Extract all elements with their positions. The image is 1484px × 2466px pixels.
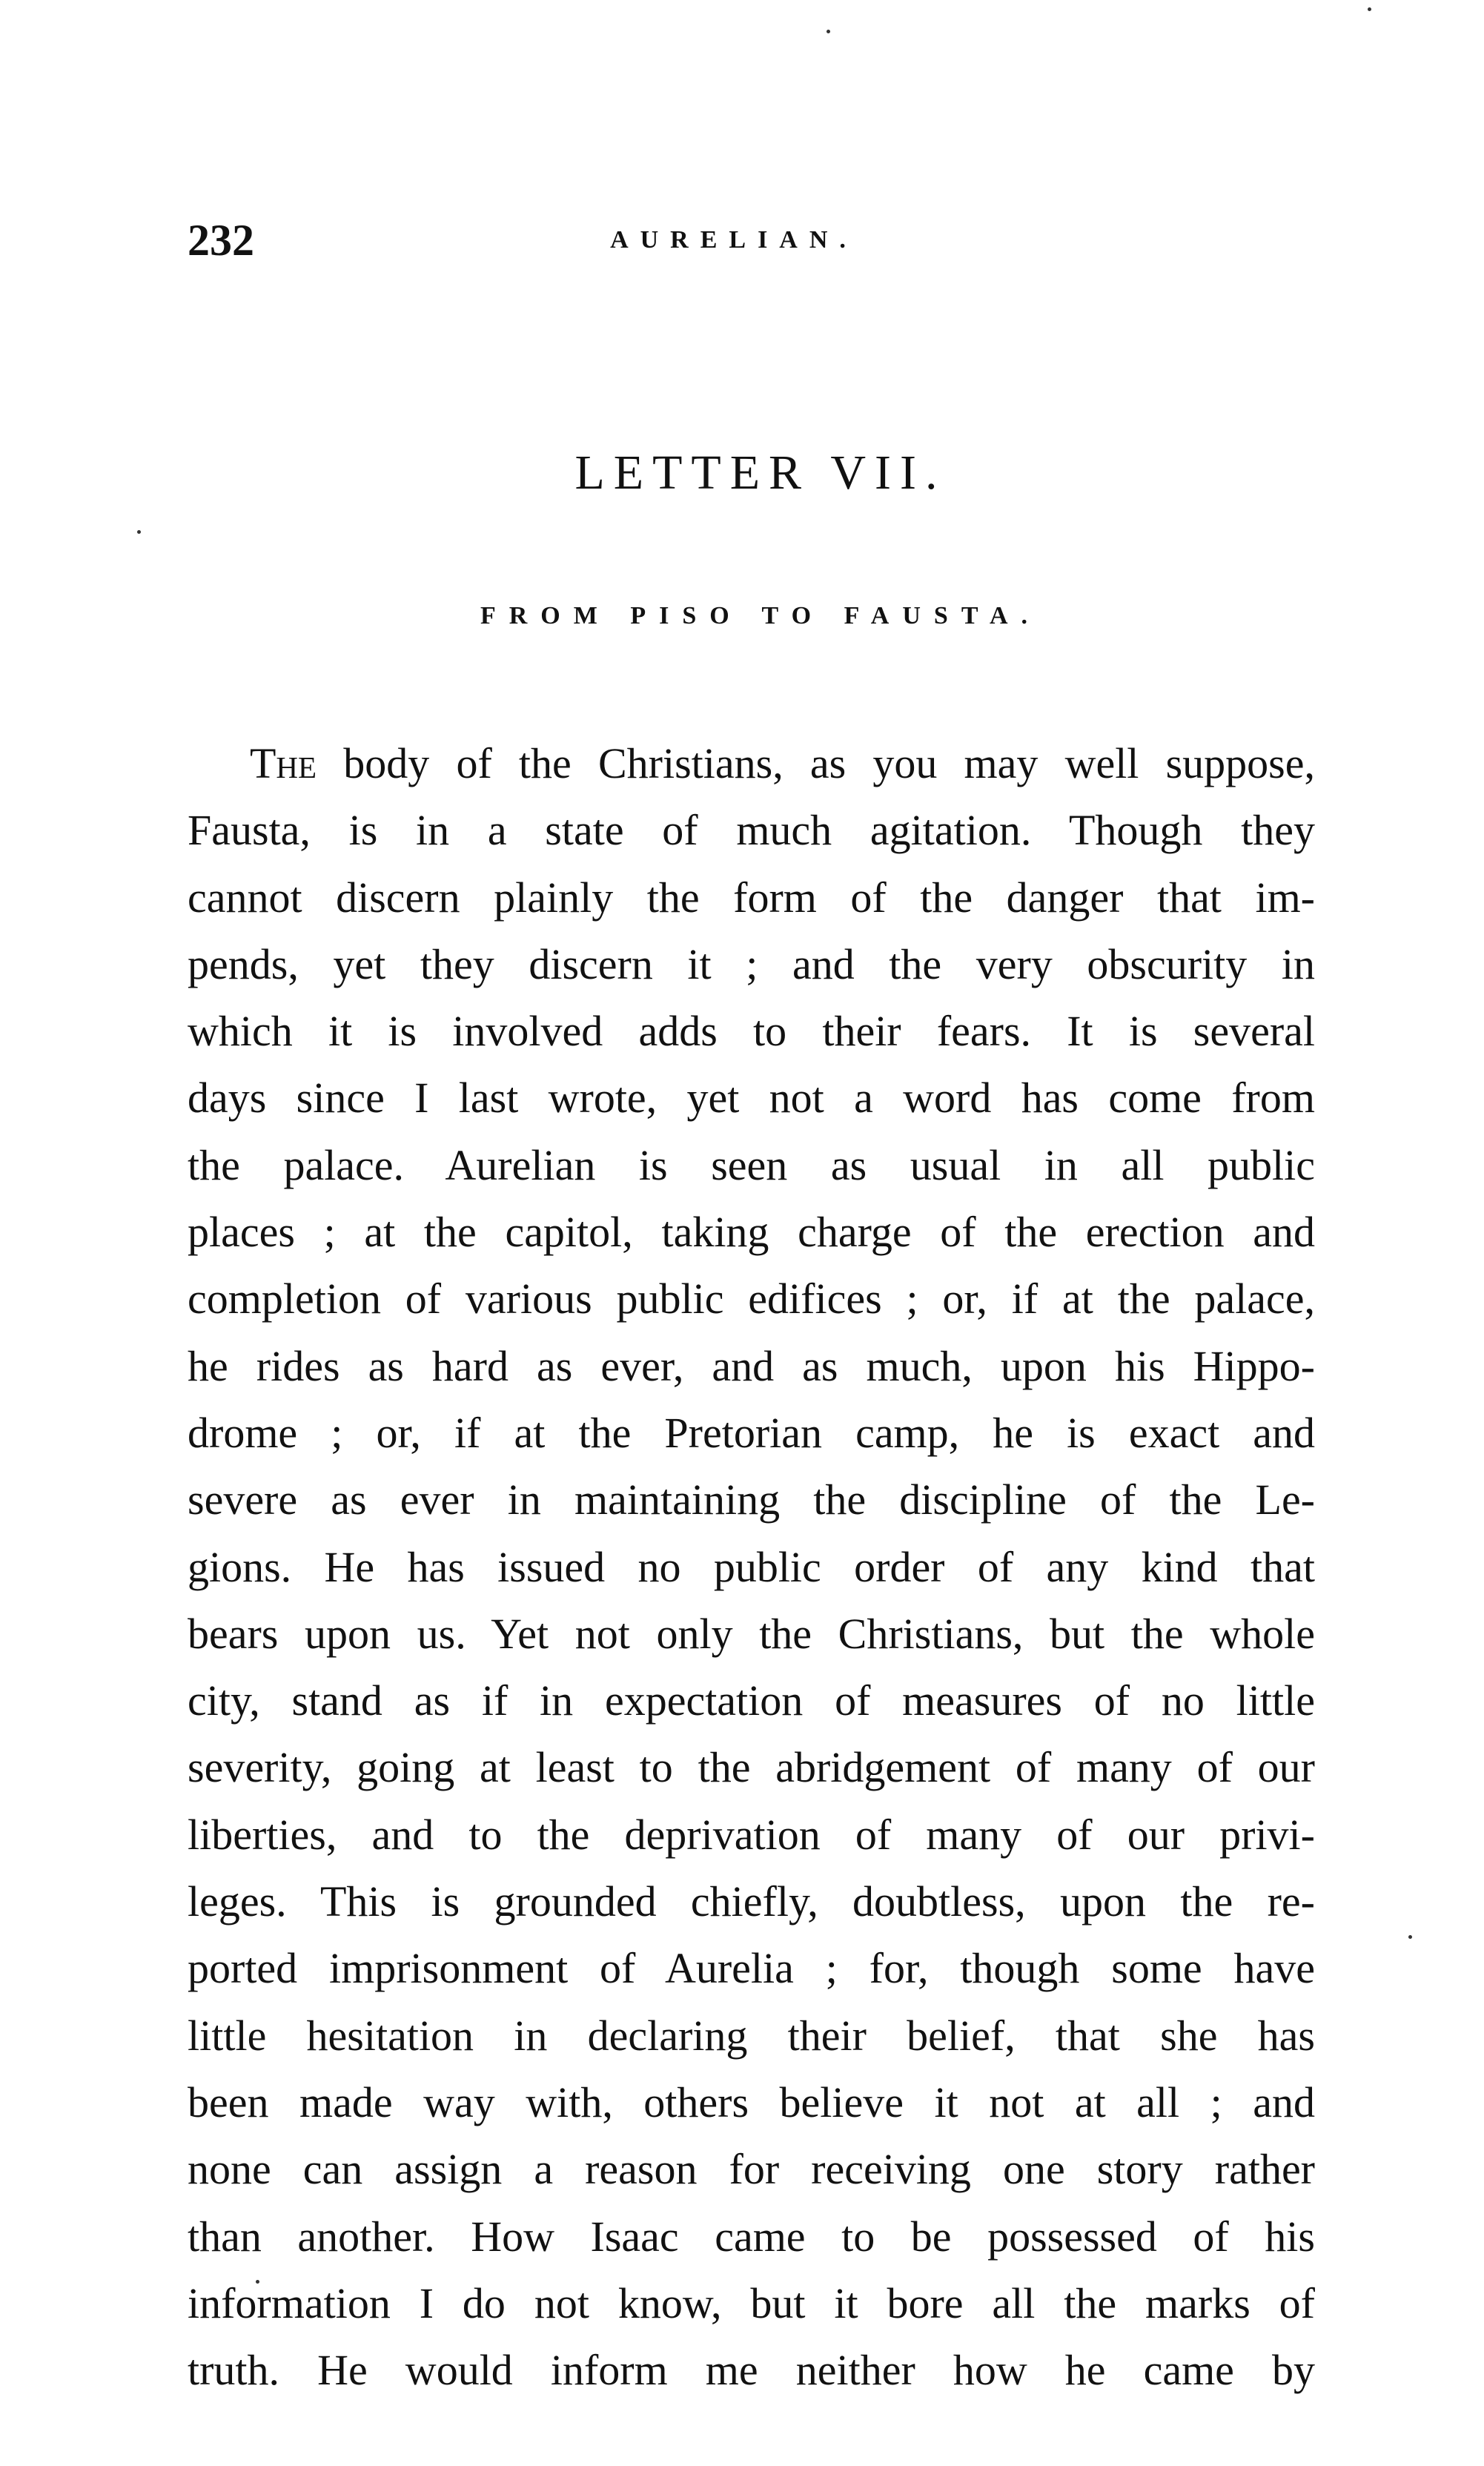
- line-text: drome ; or, if at the Pretorian camp, he is exact and: [188, 1408, 1315, 1457]
- line-text: he rides as hard as ever, and as much, upon his Hippo-: [188, 1341, 1315, 1390]
- text-line: [188, 865, 1315, 931]
- text-line: [188, 1132, 1315, 1199]
- text-line: [188, 2204, 1315, 2270]
- text-line: [188, 1266, 1315, 1332]
- text-line: [188, 1868, 1315, 1935]
- line-text: than another. How Isaac came to be possessed of his: [188, 2212, 1315, 2261]
- letter-subtitle: FROM PISO TO FAUSTA.: [480, 602, 1041, 629]
- print-speck: [137, 530, 141, 534]
- line-text: which it is involved adds to their fears. It is several: [188, 1007, 1315, 1056]
- line-text: truth. He would inform me neither how he came by: [188, 2346, 1315, 2395]
- print-speck: [827, 30, 830, 33]
- text-line: [188, 931, 1315, 998]
- line-text: little hesitation in declaring their belief, that she has: [188, 2011, 1315, 2060]
- print-speck: [1368, 7, 1371, 11]
- text-line: [188, 2337, 1315, 2404]
- line-text: gions. He has issued no public order of any kind that: [188, 1542, 1315, 1591]
- first-word: The: [250, 739, 317, 787]
- text-line: [188, 998, 1315, 1065]
- line-text: city, stand as if in expectation of measures of no little: [188, 1676, 1315, 1725]
- text-line: [188, 2270, 1315, 2337]
- line-text: completion of various public edifices ; or, if at the palace,: [188, 1275, 1315, 1323]
- text-line: [188, 1534, 1315, 1601]
- text-line: [188, 2136, 1315, 2203]
- line-text: liberties, and to the deprivation of many of our privi-: [188, 1810, 1315, 1859]
- line-text: information I do not know, but it bore all the marks of: [188, 2278, 1315, 2327]
- letter-body: [188, 730, 1315, 2404]
- line-text: bears upon us. Yet not only the Christians, but the whole: [188, 1609, 1315, 1658]
- line-text: ported imprisonment of Aurelia ; for, though some have: [188, 1944, 1315, 1993]
- text-line: [188, 1935, 1315, 2002]
- line-text: Fausta, is in a state of much agitation. Though they: [188, 806, 1315, 855]
- line-text: been made way with, others believe it not at all ; and: [188, 2077, 1315, 2126]
- text-line: [188, 2069, 1315, 2136]
- print-speck: [1408, 1935, 1412, 1939]
- text-line: [188, 797, 1315, 864]
- text-line: [188, 1333, 1315, 1400]
- text-line: [188, 1802, 1315, 1868]
- line-text: body of the Christians, as you may well suppose,: [317, 739, 1315, 787]
- line-text: severe as ever in maintaining the discipline of the Le-: [188, 1475, 1315, 1524]
- line-text: severity, going at least to the abridgement of many of our: [188, 1743, 1315, 1792]
- text-line: [188, 1467, 1315, 1533]
- text-line: [188, 1199, 1315, 1266]
- text-line: [188, 1400, 1315, 1467]
- line-text: pends, yet they discern it ; and the very obscurity in: [188, 939, 1315, 988]
- line-text: days since I last wrote, yet not a word has come from: [188, 1074, 1315, 1123]
- line-text: cannot discern plainly the form of the danger that im-: [188, 873, 1315, 922]
- text-line: [188, 1667, 1315, 1734]
- letter-title: LETTER VII.: [574, 446, 947, 500]
- text-line: [188, 2003, 1315, 2069]
- line-text: none can assign a reason for receiving one story rather: [188, 2145, 1315, 2194]
- text-line: [188, 1734, 1315, 1801]
- page-number: 232: [188, 216, 254, 265]
- running-title: AURELIAN.: [610, 226, 858, 254]
- line-text: leges. This is grounded chiefly, doubtless, upon the re-: [188, 1877, 1315, 1926]
- text-line: [188, 1601, 1315, 1667]
- line-text: places ; at the capitol, taking charge of the erection and: [188, 1208, 1315, 1257]
- line-text: the palace. Aurelian is seen as usual in all public: [188, 1140, 1315, 1189]
- text-line: [188, 730, 1315, 797]
- text-line: [188, 1065, 1315, 1131]
